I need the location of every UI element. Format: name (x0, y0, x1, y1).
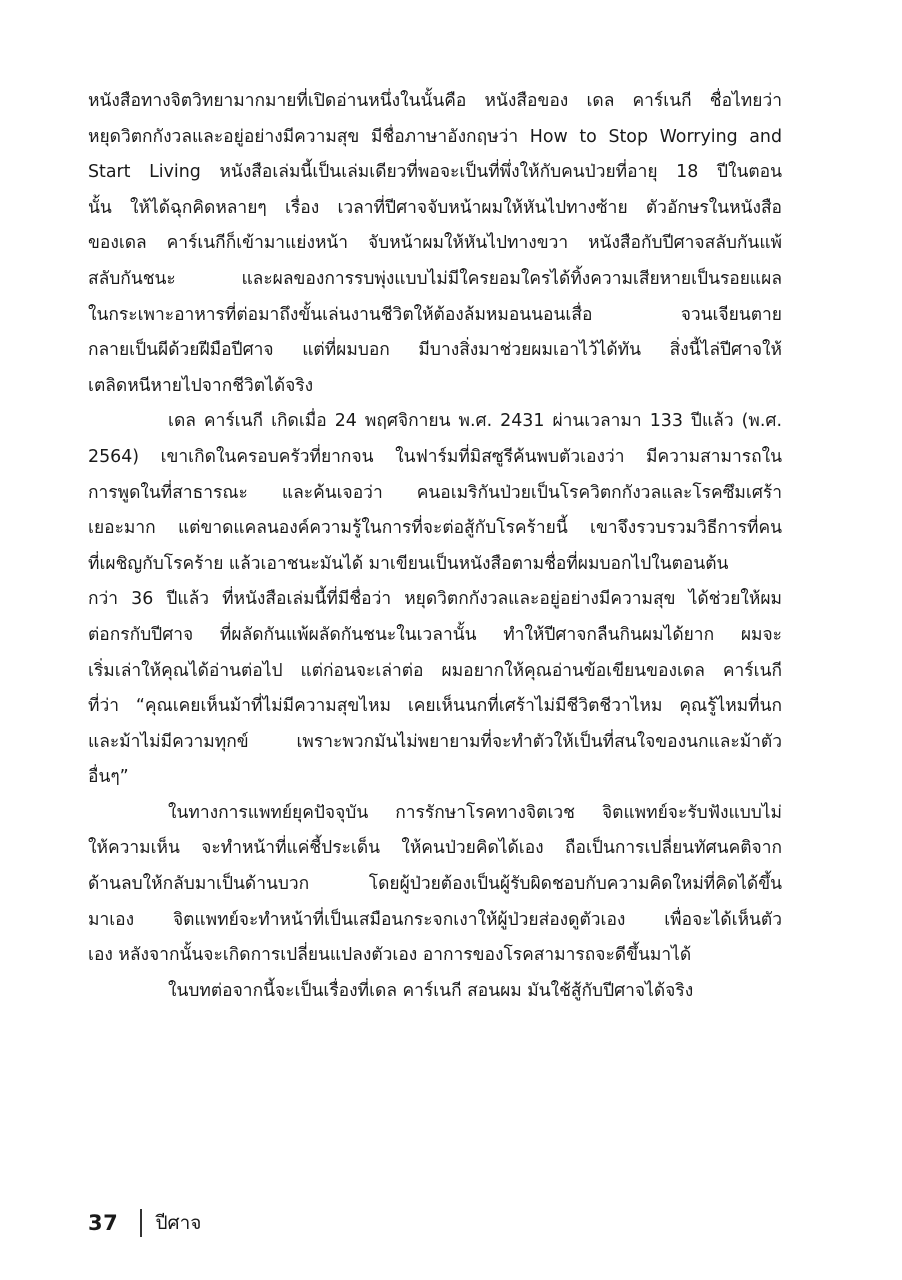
text-line: หนังสือทางจิตวิทยามากมายที่เปิดอ่านหนึ่งในนั้นคือ หนังสือของ เดล คาร์เนกี ชื่อไทยว่า (88, 91, 782, 111)
paragraph-2 (88, 404, 782, 796)
text-line: ให้ความเห็น จะทำหน้าที่แค่ชี้ประเด็น ให้คนป่วยคิดได้เอง ถือเป็นการเปลี่ยนทัศนคติจาก (88, 838, 782, 859)
text-line: ต่อกรกับปีศาจ ที่ผลัดกันแพ้ผลัดกันชนะในเวลานั้น ทำให้ปีศาจกลืนกินผมได้ยาก ผมจะ (88, 624, 782, 645)
text-line: นั้น ให้ได้ฉุกคิดหลายๆ เรื่อง เวลาที่ปีศาจจับหน้าผมให้หันไปทางซ้าย ตัวอักษรในหนังสือ (88, 197, 782, 218)
text-line: เตลิดหนีหายไปจากชีวิตได้จริง (88, 375, 314, 396)
text-line: การพูดในที่สาธารณะ และค้นเจอว่า คนอเมริกันป่วยเป็นโรควิตกกังวลและโรคซึมเศร้า (88, 482, 782, 503)
paragraph-4 (88, 974, 782, 1010)
text-line: อื่นๆ” (88, 767, 129, 788)
running-title: ปีศาจ (155, 1212, 202, 1234)
text-line: ในทางการแพทย์ยุคปัจจุบัน การรักษาโรคทางจิตเวช จิตแพทย์จะรับฟังแบบไม่ (168, 802, 782, 823)
text-line: และม้าไม่มีความทุกข์ เพราะพวกมันไม่พยายามที่จะทำตัวให้เป็นที่สนใจของนกและม้าตัว (88, 731, 782, 752)
text-line: เดล คาร์เนกี เกิดเมื่อ 24 พฤศจิกายน พ.ศ. 2431 ผ่านเวลามา 133 ปีแล้ว (พ.ศ. (168, 411, 782, 432)
text-line: เยอะมาก แต่ขาดแคลนองค์ความรู้ในการที่จะต่อสู้กับโรคร้ายนี้ เขาจึงรวบรวมวิธีการที่คน (88, 518, 782, 539)
text-line: Start Living หนังสือเล่มนี้เป็นเล่มเดียวที่พอจะเป็นที่พึ่งให้กับคนป่วยที่อายุ 18 ปีในตอน (88, 162, 782, 183)
text-line: ที่เผชิญกับโรคร้าย แล้วเอาชนะมันได้ มาเขียนเป็นหนังสือตามชื่อที่ผมบอกไปในตอนต้น (88, 553, 729, 574)
text-line: ในบทต่อจากนี้จะเป็นเรื่องที่เดล คาร์เนกี สอนผม มันใช้สู้กับปีศาจได้จริง (168, 980, 694, 1001)
text-line: ที่ว่า “คุณเคยเห็นม้าที่ไม่มีความสุขไหม เคยเห็นนกที่เศร้าไม่มีชีวิตชีวาไหม คุณรู้ไหมที่นก (88, 696, 782, 717)
text-line: ด้านลบให้กลับมาเป็นด้านบวก โดยผู้ป่วยต้องเป็นผู้รับผิดชอบกับความคิดใหม่ที่คิดได้ขึ้น (88, 874, 782, 895)
page-footer (88, 1206, 201, 1240)
text-line: หยุดวิตกกังวลและอยู่อย่างมีความสุข มีชื่อภาษาอังกฤษว่า How to Stop Worrying and (88, 126, 782, 147)
body-text (88, 84, 782, 1009)
text-line: ของเดล คาร์เนกีก็เข้ามาแย่งหน้า จับหน้าผมให้หันไปทางขวา หนังสือกับปีศาจสลับกันแพ้ (88, 233, 782, 254)
text-line: 2564) เขาเกิดในครอบครัวที่ยากจน ในฟาร์มที่มิสซูรีค้นพบตัวเองว่า มีความสามารถใน (88, 446, 782, 467)
text-line: เอง หลังจากนั้นจะเกิดการเปลี่ยนแปลงตัวเอง อาการของโรคสามารถจะดีขึ้นมาได้ (88, 945, 692, 966)
text-line: กลายเป็นผีด้วยฝีมือปีศาจ แต่ที่ผมบอก มีบางสิ่งมาช่วยผมเอาไว้ได้ทัน สิ่งนี้ไล่ปีศาจให้ (88, 340, 782, 361)
paragraph-3 (88, 796, 782, 974)
text-line: สลับกันชนะ และผลของการรบพุ่งแบบไม่มีใครยอมใครได้ทิ้งความเสียหายเป็นรอยแผล (88, 268, 782, 289)
text-line: ในกระเพาะอาหารที่ต่อมาถึงขั้นเล่นงานชีวิตให้ต้องล้มหมอนนอนเสื่อ จวนเจียนตาย (88, 304, 782, 325)
page-number: 37 (88, 1211, 119, 1235)
text-line: เริ่มเล่าให้คุณได้อ่านต่อไป แต่ก่อนจะเล่าต่อ ผมอยากให้คุณอ่านข้อเขียนของเดล คาร์เนกี (88, 660, 782, 681)
text-line: กว่า 36 ปีแล้ว ที่หนังสือเล่มนี้ที่มีชื่อว่า หยุดวิตกกังวลและอยู่อย่างมีความสุข ได้ช่วยให้ผม (88, 589, 782, 610)
text-line: มาเอง จิตแพทย์จะทำหน้าที่เป็นเสมือนกระจกเงาให้ผู้ป่วยส่องดูตัวเอง เพื่อจะได้เห็นตัว (88, 909, 782, 930)
footer-divider (140, 1209, 142, 1237)
paragraph-1 (88, 84, 782, 404)
